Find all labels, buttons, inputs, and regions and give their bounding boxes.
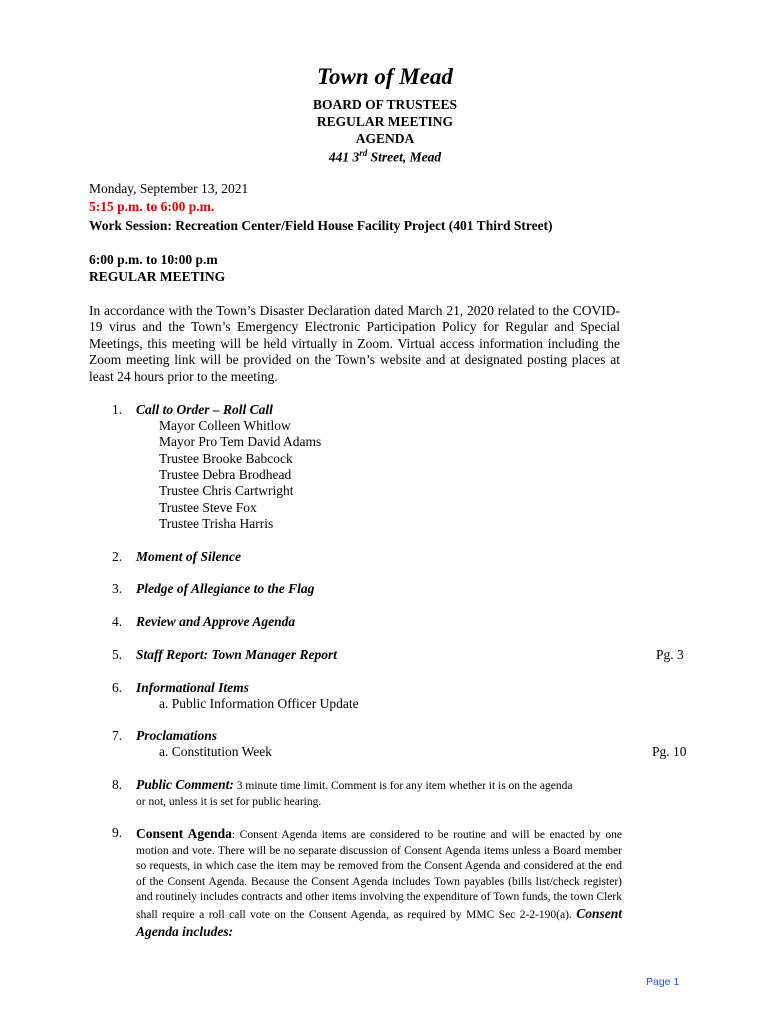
roll-call-member: Trustee Chris Cartwright bbox=[159, 483, 294, 498]
agenda-item-call-to-order: Call to Order – Roll Call bbox=[136, 402, 273, 417]
agenda-item-pledge: Pledge of Allegiance to the Flag bbox=[136, 581, 315, 596]
agenda-item-moment-of-silence: Moment of Silence bbox=[136, 549, 241, 564]
page-number: Page 1 bbox=[646, 976, 680, 988]
agenda-item-consent-agenda: Consent Agenda: Consent Agenda items are considered to be routine and will be enacted by one motion and vote. There will be no separate discussion of Consent Agenda items unless a Board member so requests, in which case the item may be removed from the Consent Agenda and considered at the end of the Consent Agenda. Because the Consent Agenda includes Town payables (bills list/check register) and routinely includes contracts and other items involving the expenditure of Town funds, the town Clerk shall require a roll call vote on the Consent Agenda, as required by MMC Sec 2-2-190(a). Consent Agenda includes: bbox=[136, 826, 622, 939]
roll-call-member: Mayor Pro Tem David Adams bbox=[159, 434, 322, 449]
page-reference: Pg. 3 bbox=[656, 647, 684, 662]
item-number: 8. bbox=[112, 777, 123, 792]
item-number: 1. bbox=[112, 402, 123, 417]
page-reference: Pg. 10 bbox=[652, 744, 687, 759]
board-heading: BOARD OF TRUSTEES bbox=[312, 97, 458, 112]
work-session-time: 5:15 p.m. to 6:00 p.m. bbox=[89, 199, 215, 214]
agenda-item-review-agenda: Review and Approve Agenda bbox=[136, 614, 296, 629]
roll-call-member: Mayor Colleen Whitlow bbox=[159, 418, 291, 433]
roll-call-member: Trustee Debra Brodhead bbox=[159, 467, 292, 482]
item-number: 4. bbox=[112, 614, 123, 629]
item-number: 9. bbox=[112, 825, 123, 840]
item-number: 7. bbox=[112, 728, 123, 743]
regular-meeting-time: 6:00 p.m. to 10:00 p.m bbox=[89, 252, 218, 267]
roll-call-member: Trustee Steve Fox bbox=[159, 500, 257, 515]
item-number: 3. bbox=[112, 581, 123, 596]
sub-item: a. Public Information Officer Update bbox=[159, 696, 359, 711]
agenda-heading: AGENDA bbox=[355, 131, 415, 146]
item-number: 2. bbox=[112, 549, 123, 564]
item-number: 5. bbox=[112, 647, 123, 662]
regular-meeting-label: REGULAR MEETING bbox=[89, 269, 226, 284]
sub-item: a. Constitution Week bbox=[159, 744, 273, 759]
address: 441 3rd Street, Mead bbox=[328, 148, 442, 165]
agenda-item-staff-report: Staff Report: Town Manager Report bbox=[136, 647, 338, 662]
work-session-title: Work Session: Recreation Center/Field House Facility Project (401 Third Street) bbox=[89, 218, 553, 233]
agenda-item-informational: Informational Items bbox=[136, 680, 249, 695]
roll-call-member: Trustee Trisha Harris bbox=[159, 516, 274, 531]
roll-call-member: Trustee Brooke Babcock bbox=[159, 451, 293, 466]
meeting-heading: REGULAR MEETING bbox=[316, 114, 454, 129]
intro-paragraph: In accordance with the Town’s Disaster Declaration dated March 21, 2020 related to the COVID-19 virus and the Town’s Emergency Electronic Participation Policy for Regular and Special Meetings, this meeting will be held virtually in Zoom. Virtual access information including the Zoom meeting link will be provided on the Town’s website and at designated posting places at least 24 hours prior to the meeting. bbox=[89, 303, 620, 384]
document-title: Town of Mead bbox=[317, 64, 453, 89]
item-number: 6. bbox=[112, 680, 123, 695]
agenda-item-public-comment: Public Comment: 3 minute time limit. Comment is for any item whether it is on the agenda or not, unless it is set for public hearing. bbox=[136, 777, 573, 808]
meeting-date: Monday, September 13, 2021 bbox=[89, 181, 249, 196]
agenda-item-proclamations: Proclamations bbox=[136, 728, 218, 743]
